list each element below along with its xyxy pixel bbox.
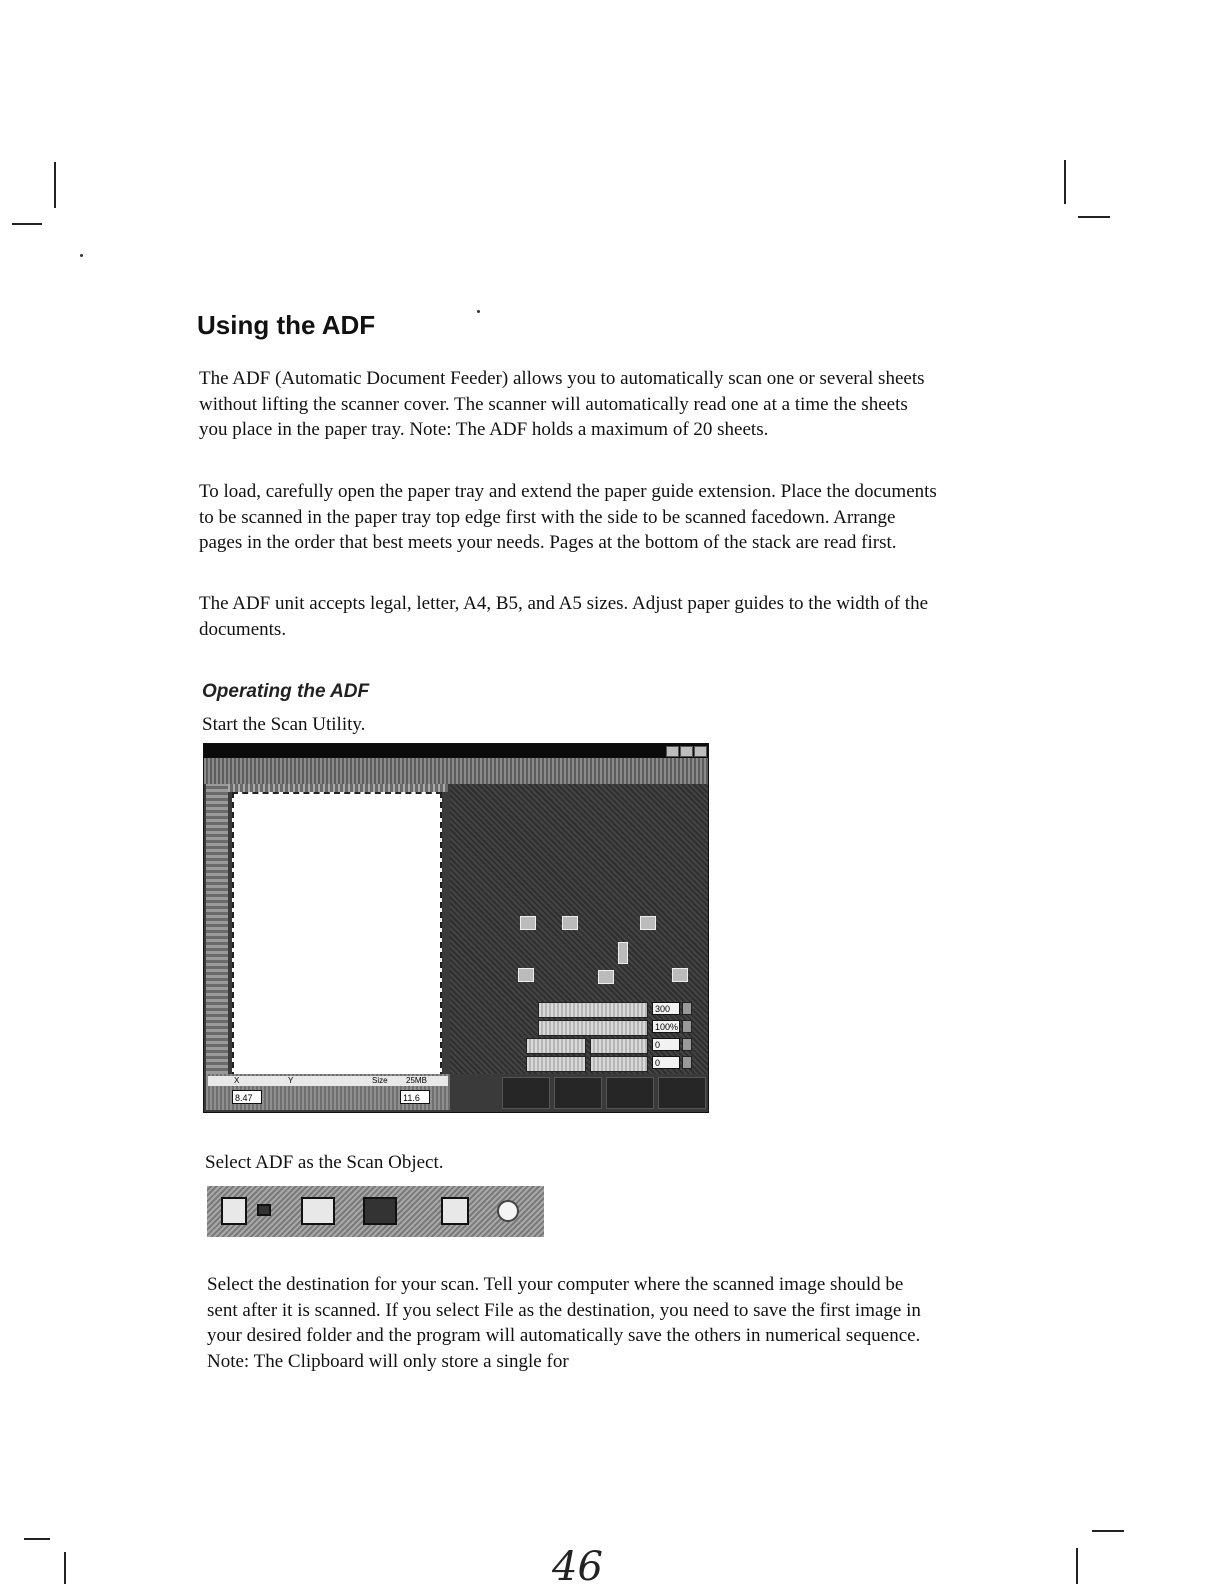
contrast-slider-right [590, 1056, 648, 1072]
contrast-value: 0 [652, 1056, 680, 1069]
resolution-spinner [682, 1002, 692, 1015]
scale-value: 100% [652, 1020, 680, 1033]
scan-object-icon [520, 916, 536, 930]
action-button [606, 1077, 654, 1109]
window-title-bar [204, 744, 708, 758]
filter-icon [598, 970, 614, 984]
contrast-spinner [682, 1056, 692, 1069]
menu-bar [204, 758, 708, 784]
load-paragraph: To load, carefully open the paper tray and extend the paper guide extension. Place the documents to be scanned in the paper tray top edge first with the side to be scanned facedown. Arrange pages in the order that best meets your needs. Pages at the bottom of the stack are read first. [199, 481, 937, 553]
status-strip [208, 1076, 448, 1086]
film-icon [363, 1197, 397, 1225]
document-icon [618, 942, 628, 964]
page-title: Using the ADF [197, 310, 376, 340]
scale-spinner [682, 1020, 692, 1033]
crop-mark-bottom-right-v [1076, 1548, 1078, 1584]
size-label: Size [372, 1076, 388, 1085]
brightness-slider [526, 1038, 586, 1054]
vertical-ruler [206, 784, 228, 1074]
action-button [658, 1077, 706, 1109]
list-icon [518, 968, 534, 982]
step-start-scan-utility: Start the Scan Utility. [202, 714, 366, 735]
maximize-icon [680, 746, 693, 757]
brightness-value: 0 [652, 1038, 680, 1051]
crop-mark-top-right-h [1078, 216, 1110, 218]
step-destination: Select the destination for your scan. Tell your computer where the scanned image should be sent after it is scanned. If you select File as the destination, you need to save the first image in your desired folder and the program will automatically save the others in numerical sequence. Note: The Clipboard will only store a single for [207, 1274, 921, 1372]
minimize-icon [666, 746, 679, 757]
x-label: X [234, 1076, 240, 1085]
crop-mark-bottom-left-h [24, 1538, 50, 1540]
adf-icon [441, 1197, 469, 1225]
brightness-slider-right [590, 1038, 648, 1054]
adf-icon [640, 916, 656, 930]
status-bar [206, 1074, 450, 1110]
height-value: 11.6 [400, 1090, 430, 1104]
crop-mark-bottom-left-v [64, 1552, 66, 1584]
scan-button-icon [497, 1200, 519, 1222]
action-button [554, 1077, 602, 1109]
crop-mark-top-left-h [12, 223, 42, 225]
brightness-spinner [682, 1038, 692, 1051]
step-select-adf: Select ADF as the Scan Object. [205, 1152, 444, 1173]
scan-utility-screenshot [203, 743, 709, 1113]
intro-paragraph: The ADF (Automatic Document Feeder) allows you to automatically scan one or several sheets without lifting the scanner cover. The scanner will automatically read one at a time the sheets you place in the paper tray. Note: The ADF holds a maximum of 20 sheets. [199, 368, 925, 440]
close-icon [694, 746, 707, 757]
photo-icon [301, 1197, 335, 1225]
destination-icon [672, 968, 688, 982]
preview-area [232, 792, 442, 1078]
crop-mark-bottom-right-h [1092, 1530, 1124, 1532]
horizontal-ruler [228, 784, 448, 792]
size-value: 25MB [406, 1076, 427, 1085]
action-button [502, 1077, 550, 1109]
speck [477, 310, 480, 313]
dropdown-arrow-icon [257, 1204, 271, 1216]
crop-mark-top-left-v [54, 162, 56, 208]
photo-icon [562, 916, 578, 930]
handwritten-page-number: 46 [552, 1544, 603, 1590]
y-label: Y [288, 1076, 294, 1085]
scale-slider [538, 1020, 648, 1036]
resolution-slider [538, 1002, 648, 1018]
speck [80, 254, 83, 257]
width-value: 8.47 [232, 1090, 262, 1104]
resolution-value: 300 [652, 1002, 680, 1015]
flatbed-icon [221, 1197, 247, 1225]
section-subheading: Operating the ADF [202, 681, 370, 702]
settings-panel [450, 784, 708, 1074]
contrast-slider [526, 1056, 586, 1072]
sizes-paragraph: The ADF unit accepts legal, letter, A4, B5, and A5 sizes. Adjust paper guides to the width of the documents. [199, 593, 929, 640]
scan-object-toolbar [207, 1186, 544, 1237]
crop-mark-top-right-v [1064, 160, 1066, 204]
